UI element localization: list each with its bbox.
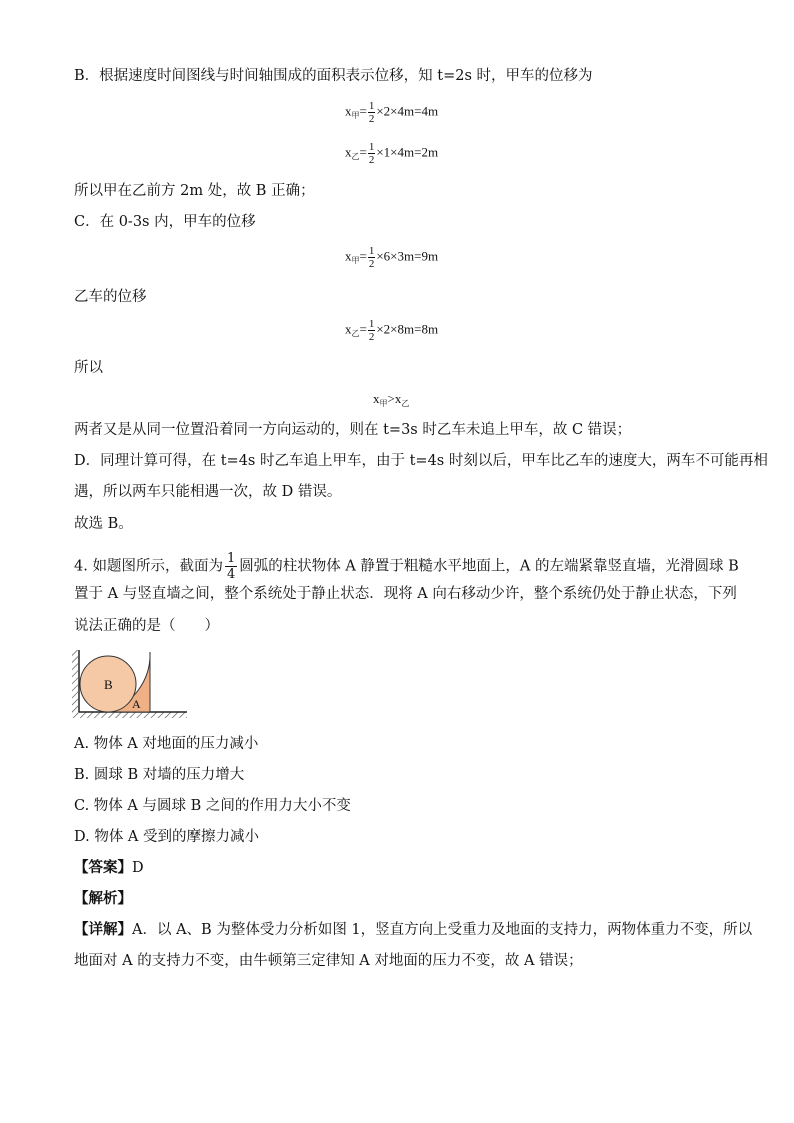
part-c-mid: 乙车的位移 xyxy=(74,289,147,305)
comparison: $x_甲>x_乙$ xyxy=(373,391,410,408)
wall-hatch xyxy=(72,650,78,714)
question-4-line-3: 说法正确的是（ ） xyxy=(74,618,219,634)
option-a: A. 物体 A 对地面的压力减小 xyxy=(74,736,259,752)
answer: 【答案】D xyxy=(74,859,144,876)
detail-line-2: 地面对 A 的支持力不变，由牛顿第三定律知 A 对地面的压力不变，故 A 错误； xyxy=(74,953,583,969)
question-4-line-2: 置于 A 与竖直墙之间，整个系统处于静止状态．现将 A 向右移动少许，整个系统仍处于静止状态，下列 xyxy=(74,586,737,602)
part-b-intro: B．根据速度时间图线与时间轴围成的面积表示位移，知 t=2s 时，甲车的位移为 xyxy=(74,68,593,84)
equation-b-2: $x_乙=$ $\frac{1}{2}$ ×1×4m=2m xyxy=(345,141,439,166)
question-4-line-1: 4. 如题图所示，截面为 $\frac{1}{4}$ 圆弧的柱状物体 A 静置于粗糙水平地面上，A 的左端紧靠竖直墙，光滑圆球 B xyxy=(74,551,739,582)
option-d: D. 物体 A 受到的摩擦力减小 xyxy=(74,829,260,845)
equation-c-1: $x_甲=$ $\frac{1}{2}$ ×6×3m=9m xyxy=(345,245,439,270)
label-a: A xyxy=(132,697,141,711)
choose-answer: 故选 B。 xyxy=(74,516,133,532)
option-c: C. 物体 A 与圆球 B 之间的作用力大小不变 xyxy=(74,798,351,814)
figure-wall-sphere-block xyxy=(72,648,192,720)
detail-line-1: 【详解】A．以 A、B 为整体受力分析如图 1，竖直方向上受重力及地面的支持力，两物体重力不变，所以 xyxy=(74,921,753,938)
option-b: B. 圆球 B 对墙的压力增大 xyxy=(74,767,245,783)
part-b-conclusion: 所以甲在乙前方 2m 处，故 B 正确； xyxy=(74,183,315,199)
equation-c-2: $x_乙=$ $\frac{1}{2}$ ×2×8m=8m xyxy=(345,318,439,343)
part-d-line-2: 遇，所以两车只能相遇一次，故 D 错误。 xyxy=(74,484,342,500)
part-c-conclusion: 两者又是从同一位置沿着同一方向运动的，则在 t=3s 时乙车未追上甲车，故 C 错误； xyxy=(74,422,632,438)
equation-b-1: $x_甲=$ $\frac{1}{2}$ ×2×4m=4m xyxy=(345,100,439,125)
part-c-intro: C．在 0-3s 内，甲车的位移 xyxy=(74,214,256,230)
part-c-so: 所以 xyxy=(74,360,103,376)
label-b: B xyxy=(104,677,113,692)
part-d-line-1: D．同理计算可得，在 t=4s 时乙车追上甲车，由于 t=4s 时刻以后，甲车比乙车的速度大，两车不可能再相 xyxy=(74,453,768,469)
analysis-label: 【解析】 xyxy=(74,890,132,907)
ground-hatch xyxy=(72,712,187,718)
